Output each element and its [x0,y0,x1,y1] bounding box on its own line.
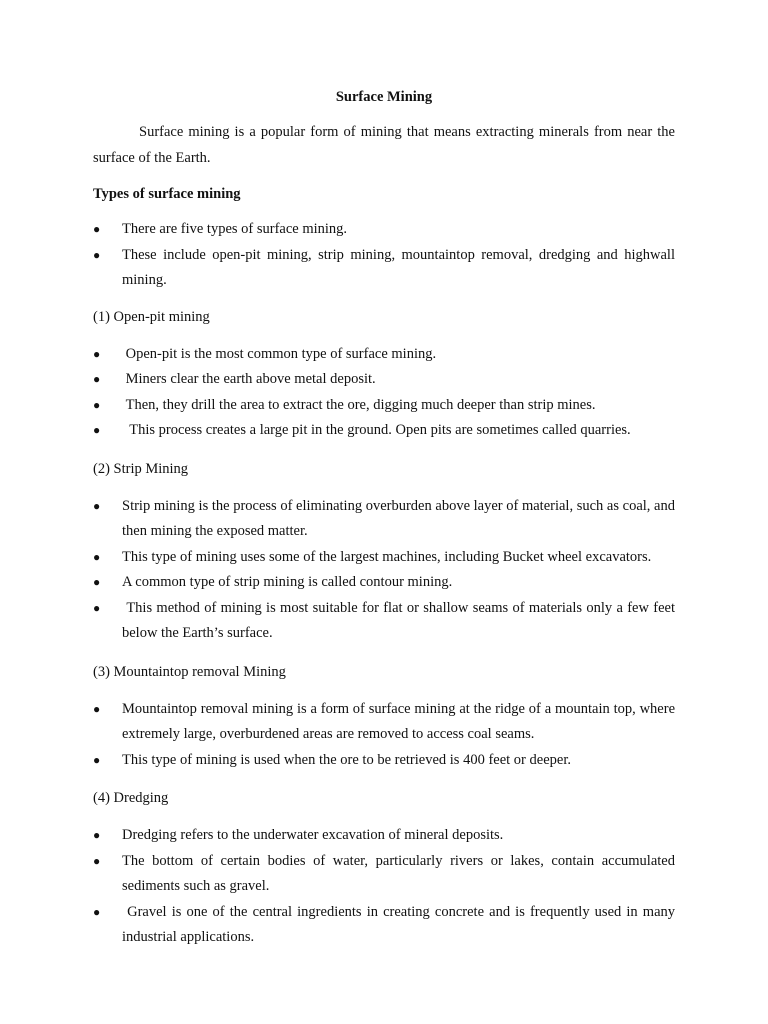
bullet-icon: ● [93,828,101,842]
section-bullet-list-open-pit [93,342,675,444]
intro-paragraph: Surface mining is a popular form of mining that means extracting minerals from near the surface of the Earth. [93,124,675,166]
bullet-icon: ● [93,549,101,564]
bullet-icon: ● [93,752,101,767]
list-item-text: Then, they drill the area to extract the ore, digging much deeper than strip mines. [122,396,596,413]
list-item [93,849,675,900]
list-item [93,243,675,294]
list-item [93,545,675,571]
list-item [93,596,679,647]
section-heading-open-pit: (1) Open-pit mining [93,308,210,325]
list-item [93,367,675,393]
list-item [93,217,675,243]
bullet-icon: ● [93,575,101,589]
list-item-text: This type of mining is used when the ore to be retrieved is 400 feet or deeper. [122,751,571,768]
list-item-text: These include open-pit mining, strip mining, mountaintop removal, dredging and highwall mining. [122,246,675,288]
list-item [93,342,675,368]
bullet-icon: ● [93,222,101,236]
bullet-icon: ● [93,904,101,919]
bullet-icon: ● [93,372,101,386]
list-item-text: This method of mining is most suitable for flat or shallow seams of materials only a few feet below the Earth’s surface. [122,599,679,641]
list-item-text: Mountaintop removal mining is a form of surface mining at the ridge of a mountain top, where extremely large, overburdened areas are removed to access coal seams. [122,700,675,742]
section-bullet-list-mountaintop-removal [93,697,675,774]
types-heading: Types of surface mining [93,186,241,202]
list-item-text: The bottom of certain bodies of water, particularly rivers or lakes, contain accumulated sediments such as gravel. [122,852,675,894]
bullet-icon: ● [93,346,101,361]
list-item-text: There are five types of surface mining. [122,221,348,237]
list-item-text: Dredging refers to the underwater excavation of mineral deposits. [122,827,504,843]
list-item-text: Strip mining is the process of eliminating overburden above layer of material, such as coal, and then mining the exposed matter. [122,497,675,539]
list-item-text: This process creates a large pit in the ground. Open pits are sometimes called quarries. [122,422,631,438]
bullet-icon: ● [93,701,101,716]
document-title: Surface Mining [335,89,433,105]
types-bullet-list [93,217,675,294]
list-item [93,494,675,545]
list-item [93,697,675,748]
section-bullet-list-strip-mining [93,494,679,647]
bullet-icon: ● [93,498,101,513]
section-heading-dredging: (4) Dredging [93,790,169,806]
document-page [93,86,679,965]
list-item [93,748,675,774]
list-item [93,570,675,596]
list-item-text: This type of mining uses some of the largest machines, including Bucket wheel excavators. [122,548,652,565]
list-item [93,823,675,849]
bullet-icon: ● [93,247,101,262]
list-item [93,393,675,419]
section-bullet-list-dredging [93,823,679,951]
bullet-icon: ● [93,423,101,437]
bullet-icon: ● [93,853,101,868]
list-item-text: Gravel is one of the central ingredients in creating concrete and is frequently used in many industrial applications. [122,903,679,945]
bullet-icon: ● [93,397,101,412]
list-item [93,418,675,444]
list-item-text: A common type of strip mining is called contour mining. [122,574,453,590]
list-item [93,900,679,951]
section-heading-mountaintop-removal: (3) Mountaintop removal Mining [93,663,286,680]
section-heading-strip-mining: (2) Strip Mining [93,460,189,477]
list-item-text: Open-pit is the most common type of surface mining. [122,345,437,362]
list-item-text: Miners clear the earth above metal deposit. [122,371,376,387]
bullet-icon: ● [93,600,101,615]
